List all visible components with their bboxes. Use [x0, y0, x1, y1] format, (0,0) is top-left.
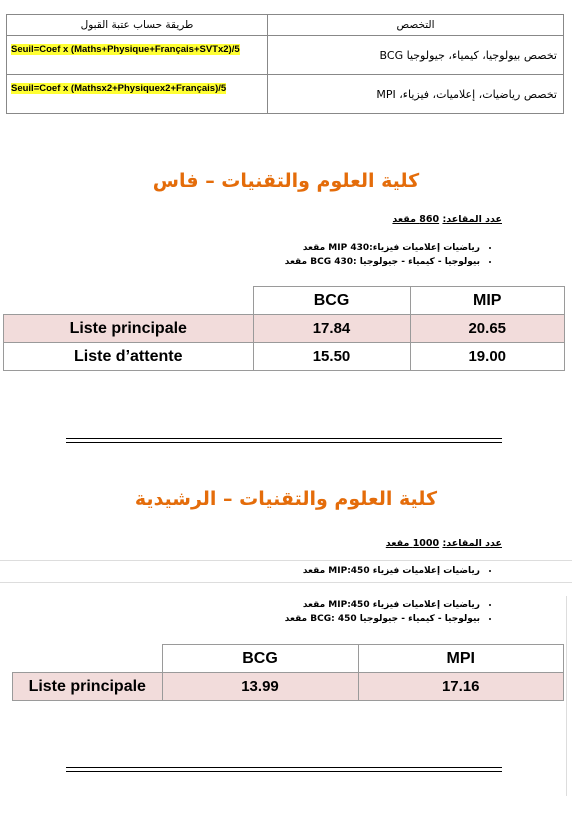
divider [66, 438, 502, 439]
formula-bcg: Seuil=Coef x (Maths+Physique+Français+SVTx2)/5 [11, 44, 240, 55]
list-item: • بيولوجيا - كيمياء - جيولوجيا :BCG 430 مقعد [285, 257, 480, 267]
header-method: طريقة حساب عتبة القبول [7, 15, 268, 36]
list-item: • رياضيات إعلاميات فيزياء:MIP 430 مقعد [285, 243, 480, 253]
fes-col-mip: MIP [410, 287, 565, 315]
errachidia-seats [386, 538, 502, 549]
formula-mpi: Seuil=Coef x (Mathsx2+Physiquex2+Français)/5 [11, 83, 227, 94]
errachidia-results-table [12, 644, 564, 701]
fes-seats-label: عدد المقاعد: [442, 214, 502, 225]
errachidia-seat-breakdown [285, 600, 494, 628]
errachidia-seat-note [303, 566, 494, 580]
fes-seats-value: 860 مقعد [392, 214, 440, 225]
divider [0, 560, 572, 561]
divider [566, 596, 567, 796]
fes-results-table [3, 286, 565, 371]
admission-formula-table [6, 14, 564, 114]
table-row [7, 36, 564, 75]
cell-value: 19.00 [410, 343, 565, 371]
errachidia-col-bcg: BCG [162, 645, 358, 673]
errachidia-col-mpi: MPI [358, 645, 564, 673]
list-item: • رياضيات إعلاميات فيزياء MIP:450 مقعد [303, 566, 480, 576]
divider [0, 582, 572, 583]
row-label: Liste d’attente [4, 343, 254, 371]
specialty-mpi: تخصص رياضيات، إعلاميات، فيزياء، MPI [268, 75, 564, 114]
row-label: Liste principale [13, 673, 163, 701]
divider [66, 442, 502, 443]
errachidia-seats-label: عدد المقاعد: [442, 538, 502, 549]
fes-title: كلية العلوم والتقنيات – فاس [152, 170, 420, 192]
table-row [7, 75, 564, 114]
cell-value: 15.50 [253, 343, 410, 371]
cell-value: 17.16 [358, 673, 564, 701]
errachidia-seats-value: 1000 مقعد [385, 538, 440, 549]
specialty-bcg: تخصص بيولوجيا، كيمياء، جيولوجيا BCG [268, 36, 564, 75]
cell-value: 13.99 [162, 673, 358, 701]
fes-seats [392, 214, 502, 225]
header-specialty: التخصص [268, 15, 564, 36]
table-row [4, 343, 565, 371]
cell-value: 20.65 [410, 315, 565, 343]
errachidia-title: كلية العلوم والتقنيات – الرشيدية [134, 488, 438, 510]
divider [66, 771, 502, 772]
cell-value: 17.84 [253, 315, 410, 343]
row-label: Liste principale [4, 315, 254, 343]
list-item: • بيولوجيا - كيمياء - جيولوجيا BCG: 450 مقعد [285, 614, 480, 624]
divider [66, 767, 502, 768]
fes-seat-breakdown [285, 243, 494, 271]
fes-col-bcg: BCG [253, 287, 410, 315]
table-row [13, 673, 564, 701]
table-row [4, 315, 565, 343]
list-item: • رياضيات إعلاميات فيزياء MIP:450 مقعد [285, 600, 480, 610]
